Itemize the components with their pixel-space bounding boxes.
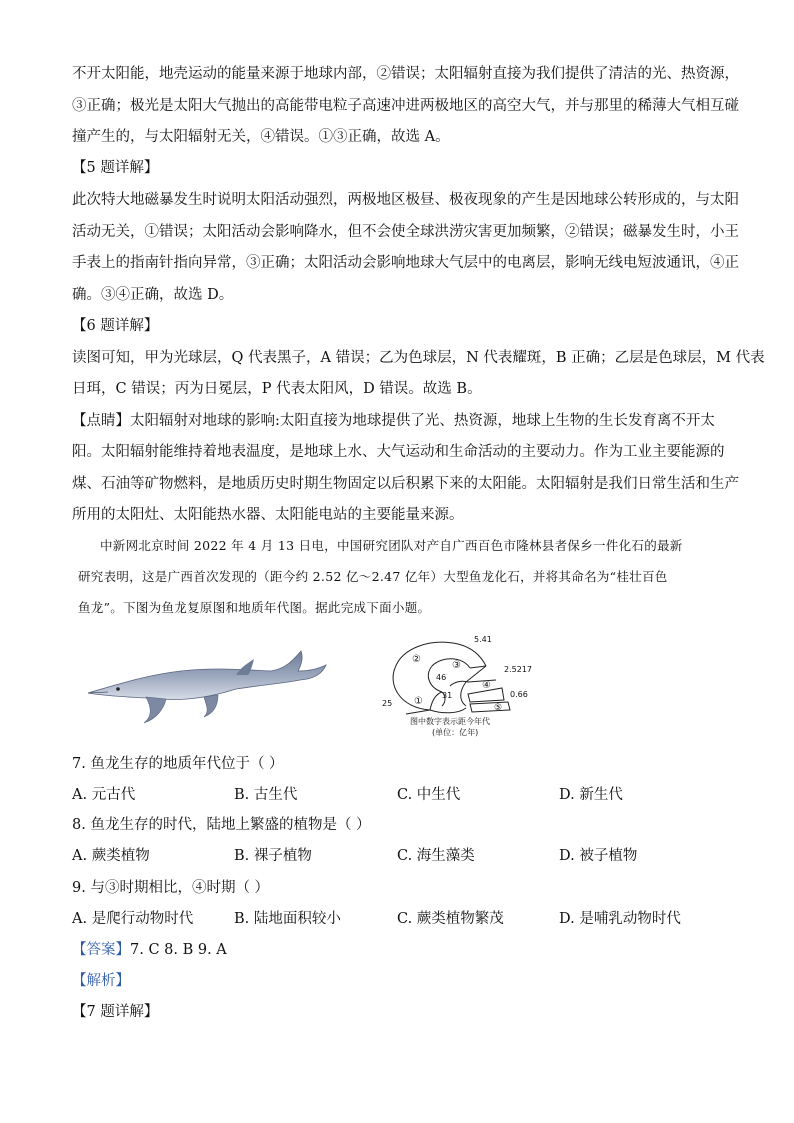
q8-option-d: D. 被子植物 [559, 848, 638, 864]
text-line: 手表上的指南针指向异常，③正确；太阳活动会影响地球大气层中的电离层，影响无线电短波通讯，④正 [72, 255, 739, 271]
era-marker-2: ② [412, 654, 421, 665]
text-line: 煤、石油等矿物燃料，是地质历史时期生物固定以后积累下来的太阳能。太阳辐射是我们日常生活和生产 [72, 476, 739, 492]
intro-line: 中新网北京时间 2022 年 4 月 13 日电，中国研究团队对产自广西百色市隆林县者保乡一件化石的最新 [100, 538, 683, 553]
label-25217: 2.5217 [504, 665, 532, 674]
text-line: 活动无关，①错误；太阳活动会影响降水，但不会使全球洪涝灾害更加频繁，②错误；磁暴发生时，小王 [72, 224, 739, 240]
text-line: 不开太阳能，地壳运动的能量来源于地球内部，②错误；太阳辐射直接为我们提供了清洁的光、热资源， [72, 66, 739, 82]
text-line: 阳。太阳辐射能维持着地表温度，是地球上水、大气运动和生命活动的主要动力。作为工业主要能源的 [72, 444, 725, 460]
q7-option-a: A. 元古代 [72, 787, 136, 803]
q7-option-c: C. 中生代 [397, 787, 461, 803]
note-line [72, 411, 715, 431]
question-7-stem: 7. 鱼龙生存的地质年代位于（ ） [72, 756, 284, 772]
section-heading-7: 【7 题详解】 [72, 1004, 159, 1020]
text-line: ③正确；极光是太阳大气抛出的高能带电粒子高速冲进两极地区的高空大气，并与那里的稀薄大气相互碰 [72, 98, 739, 114]
label-31: 31 [442, 691, 453, 700]
era-marker-5: ⑤ [494, 703, 503, 713]
diagram-caption: 图中数字表示距今年代 [410, 717, 490, 726]
ichthyosaur-illustration [86, 645, 331, 730]
q8-option-c: C. 海生藻类 [397, 848, 475, 864]
q8-option-b: B. 裸子植物 [234, 848, 312, 864]
intro-line: 鱼龙”。下图为鱼龙复原图和地质年代图。据此完成下面小题。 [78, 600, 431, 615]
label-46: 46 [436, 673, 447, 682]
note-label: 【点睛】 [72, 413, 130, 429]
era-marker-4: ④ [482, 680, 491, 691]
text-line: 此次特大地磁暴发生时说明太阳活动强烈，两极地区极昼、极夜现象的产生是因地球公转形成的，与太阳 [72, 192, 739, 208]
era-marker-1: ① [414, 696, 423, 707]
section-heading-5: 【5 题详解】 [72, 160, 159, 176]
q9-option-c: C. 蕨类植物繁茂 [397, 911, 504, 927]
note-text: 太阳辐射对地球的影响:太阳直接为地球提供了光、热资源，地球上生物的生长发育离不开太 [130, 413, 715, 429]
text-line: 撞产生的，与太阳辐射无关，④错误。①③正确，故选 A。 [72, 129, 450, 145]
text-line: 读图可知，甲为光球层，Q 代表黑子，A 错误；乙为色球层，N 代表耀斑，B 正确；乙层是色球层，M 代表 [72, 350, 765, 366]
intro-line: 研究表明，这是广西首次发现的（距今约 2.52 亿～2.47 亿年）大型鱼龙化石，并将其命名为“桂壮百色 [78, 569, 668, 584]
q7-option-d: D. 新生代 [559, 787, 623, 803]
text-line: 所用的太阳灶、太阳能热水器、太阳能电站的主要能量来源。 [72, 507, 464, 523]
q7-option-b: B. 古生代 [234, 787, 298, 803]
diagram-unit: (单位：亿年) [432, 728, 479, 737]
question-9-stem: 9. 与③时期相比，④时期（ ） [72, 880, 270, 896]
answer-line [72, 940, 227, 960]
text-line: 确。③④正确，故选 D。 [72, 287, 234, 303]
label-541: 5.41 [474, 635, 492, 644]
question-8-stem: 8. 鱼龙生存的时代，陆地上繁盛的植物是（ ） [72, 817, 371, 833]
analysis-label: 【解析】 [72, 973, 130, 989]
q8-option-a: A. 蕨类植物 [72, 848, 150, 864]
q9-option-d: D. 是哺乳动物时代 [559, 911, 681, 927]
label-066: 0.66 [510, 690, 528, 699]
answer-text: 7. C 8. B 9. A [130, 942, 227, 958]
text-line: 日珥，C 错误；丙为日冕层，P 代表太阳风，D 错误。故选 B。 [72, 381, 482, 397]
geologic-time-spiral [370, 630, 540, 745]
answer-label: 【答案】 [72, 942, 130, 958]
section-heading-6: 【6 题详解】 [72, 318, 159, 334]
q9-option-a: A. 是爬行动物时代 [72, 911, 194, 927]
label-25: 25 [382, 699, 393, 708]
q9-option-b: B. 陆地面积较小 [234, 911, 341, 927]
era-marker-3: ③ [452, 660, 461, 671]
